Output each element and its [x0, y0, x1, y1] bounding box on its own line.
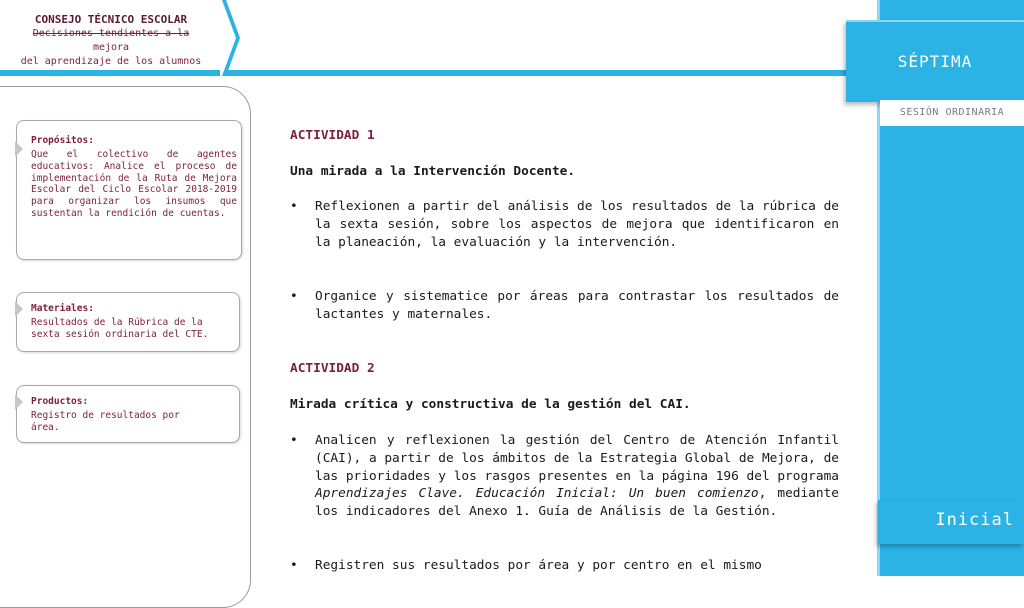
header-title: CONSEJO TÉCNICO ESCOLAR: [34, 13, 188, 26]
propositos-card: [16, 120, 242, 260]
session-number: SÉPTIMA: [897, 52, 973, 71]
activity2-bullet-2: [290, 557, 838, 575]
bullet-icon: •: [290, 558, 298, 573]
card-marker-icon: [15, 301, 23, 317]
productos-body: Registro de resultados por área.: [31, 410, 180, 433]
activity1-bullet-1: [290, 198, 838, 270]
materiales-title: Materiales:: [31, 303, 94, 314]
bullet-icon: •: [290, 199, 298, 214]
top-blue-stripe: [0, 70, 880, 76]
productos-card: [16, 385, 240, 443]
card-marker-icon: [15, 141, 23, 157]
header-subtitle-line3: del aprendizaje de los alumnos: [20, 56, 202, 67]
materiales-body: Resultados de la Rúbrica de la sexta sesión ordinaria del CTE.: [31, 317, 209, 340]
level-label: Inicial: [935, 510, 1014, 530]
session-type-strip: [880, 100, 1024, 126]
program-title: Aprendizajes Clave. Educación Inicial: Un buen comienzo: [315, 486, 759, 502]
activity2-label: ACTIVIDAD 2: [290, 361, 375, 376]
session-number-tab: [846, 20, 1024, 102]
activity2-heading: Mirada crítica y constructiva de la gestión del CAI.: [290, 397, 691, 412]
header-box: [0, 0, 222, 70]
activity1-label: ACTIVIDAD 1: [290, 128, 375, 143]
propositos-title: Propósitos:: [31, 135, 94, 146]
bullet-icon: •: [290, 433, 298, 448]
activity1-bullet-2: [290, 288, 838, 324]
activity2-bullet-1: [290, 432, 838, 540]
level-tab: [878, 500, 1024, 544]
activity2-bullet-1-part-a: Analicen y reflexionen la gestión del Centro de Atención Infantil (CAI), a partir de los ámbitos de la Estrategia Global de Mejora, de las prioridades y los rasgos presentes en la página 196 del programa: [315, 433, 839, 484]
bullet-icon: •: [290, 289, 298, 304]
card-marker-icon: [15, 394, 23, 410]
productos-title: Productos:: [31, 396, 89, 407]
activity2-bullet-1-part-b: , mediante los indicadores del Anexo 1. Guía de Análisis de la Gestión.: [315, 486, 839, 520]
header-subtitle-line2: mejora: [92, 42, 130, 53]
header-chevron-icon: [220, 0, 240, 76]
propositos-body: Que el colectivo de agentes educativos: Analice el proceso de implementación de la Ruta de Mejora Escolar del Ciclo Escolar 2018-2019 para organizar los insumos que sustentan la rendición de cuentas.: [31, 149, 237, 219]
header-subtitle-line1: Decisiones tendientes a la: [32, 28, 190, 39]
materiales-card: [16, 292, 240, 352]
activity1-bullet-2-text: Organice y sistematice por áreas para contrastar los resultados de lactantes y maternales.: [315, 289, 839, 322]
activity2-bullet-1-text: [315, 432, 839, 521]
activity1-heading: Una mirada a la Intervención Docente.: [290, 164, 576, 179]
activity2-bullet-2-text: Registren sus resultados por área y por centro en el mismo: [315, 558, 762, 573]
activity1-bullet-1-text: Reflexionen a partir del análisis de los resultados de la rúbrica de la sexta sesión, sobre los aspectos de mejora que identificaron en la planeación, la evaluación y la intervención.: [315, 199, 839, 250]
session-type: SESIÓN ORDINARIA: [899, 107, 1005, 118]
